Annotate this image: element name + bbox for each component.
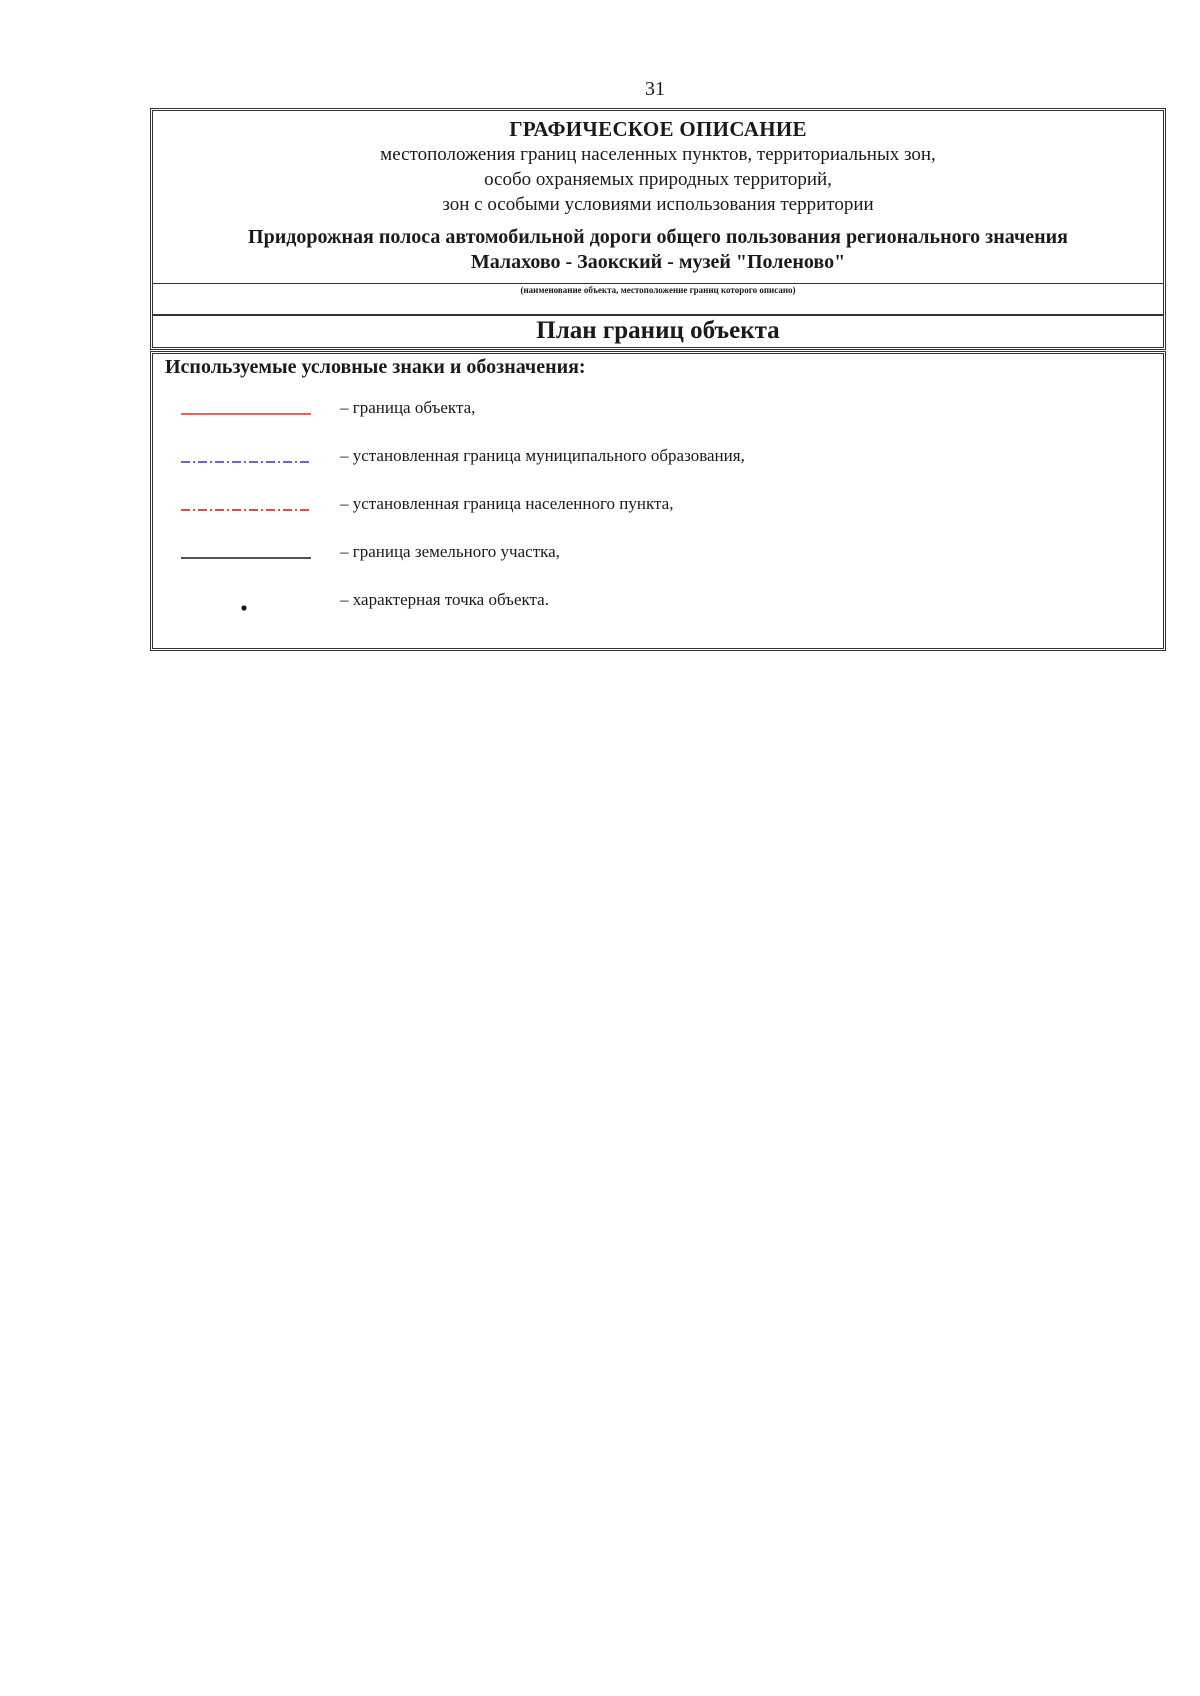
- legend-box: [150, 351, 1166, 651]
- legend-label: – установленная граница населенного пункта,: [340, 494, 674, 513]
- legend-label: – установленная граница муниципального образования,: [340, 446, 745, 465]
- legend-item-land-plot-boundary: [153, 538, 1163, 568]
- blue-dash-dot-line-symbol: [181, 442, 311, 472]
- legend-label: – характерная точка объекта.: [340, 590, 549, 609]
- legend-item-municipal-boundary: [153, 442, 1163, 472]
- legend-item-settlement-boundary: [153, 490, 1163, 520]
- legend-label: – граница объекта,: [340, 398, 476, 417]
- document-title: ГРАФИЧЕСКОЕ ОПИСАНИЕ: [509, 117, 807, 141]
- divider: [153, 314, 1163, 316]
- object-name-caption: (наименование объекта, местоположение границ которого описано): [520, 285, 796, 295]
- subtitle-line-2: особо охраняемых природных территорий,: [484, 169, 832, 190]
- subtitle-line-1: местоположения границ населенных пунктов, территориальных зон,: [380, 144, 936, 165]
- point-dot-icon: [181, 586, 311, 616]
- header-frame: [150, 108, 1166, 350]
- legend-item-object-boundary: [153, 394, 1163, 424]
- object-name-line-2: Малахово - Заокский - музей "Поленово": [470, 251, 846, 273]
- plan-title: План границ объекта: [536, 317, 780, 344]
- red-solid-line-symbol: [181, 394, 311, 424]
- legend-item-characteristic-point: [153, 586, 1163, 616]
- subtitle-line-3: зон с особыми условиями использования территории: [442, 194, 874, 215]
- page-number: 31: [645, 78, 665, 100]
- black-solid-line-symbol: [181, 538, 311, 568]
- legend-heading: Используемые условные знаки и обозначения:: [165, 356, 586, 378]
- red-dash-dot-line-symbol: [181, 490, 311, 520]
- object-name-line-1: Придорожная полоса автомобильной дороги общего пользования регионального значения: [248, 226, 1068, 248]
- divider: [153, 283, 1163, 284]
- legend-label: – граница земельного участка,: [340, 542, 560, 561]
